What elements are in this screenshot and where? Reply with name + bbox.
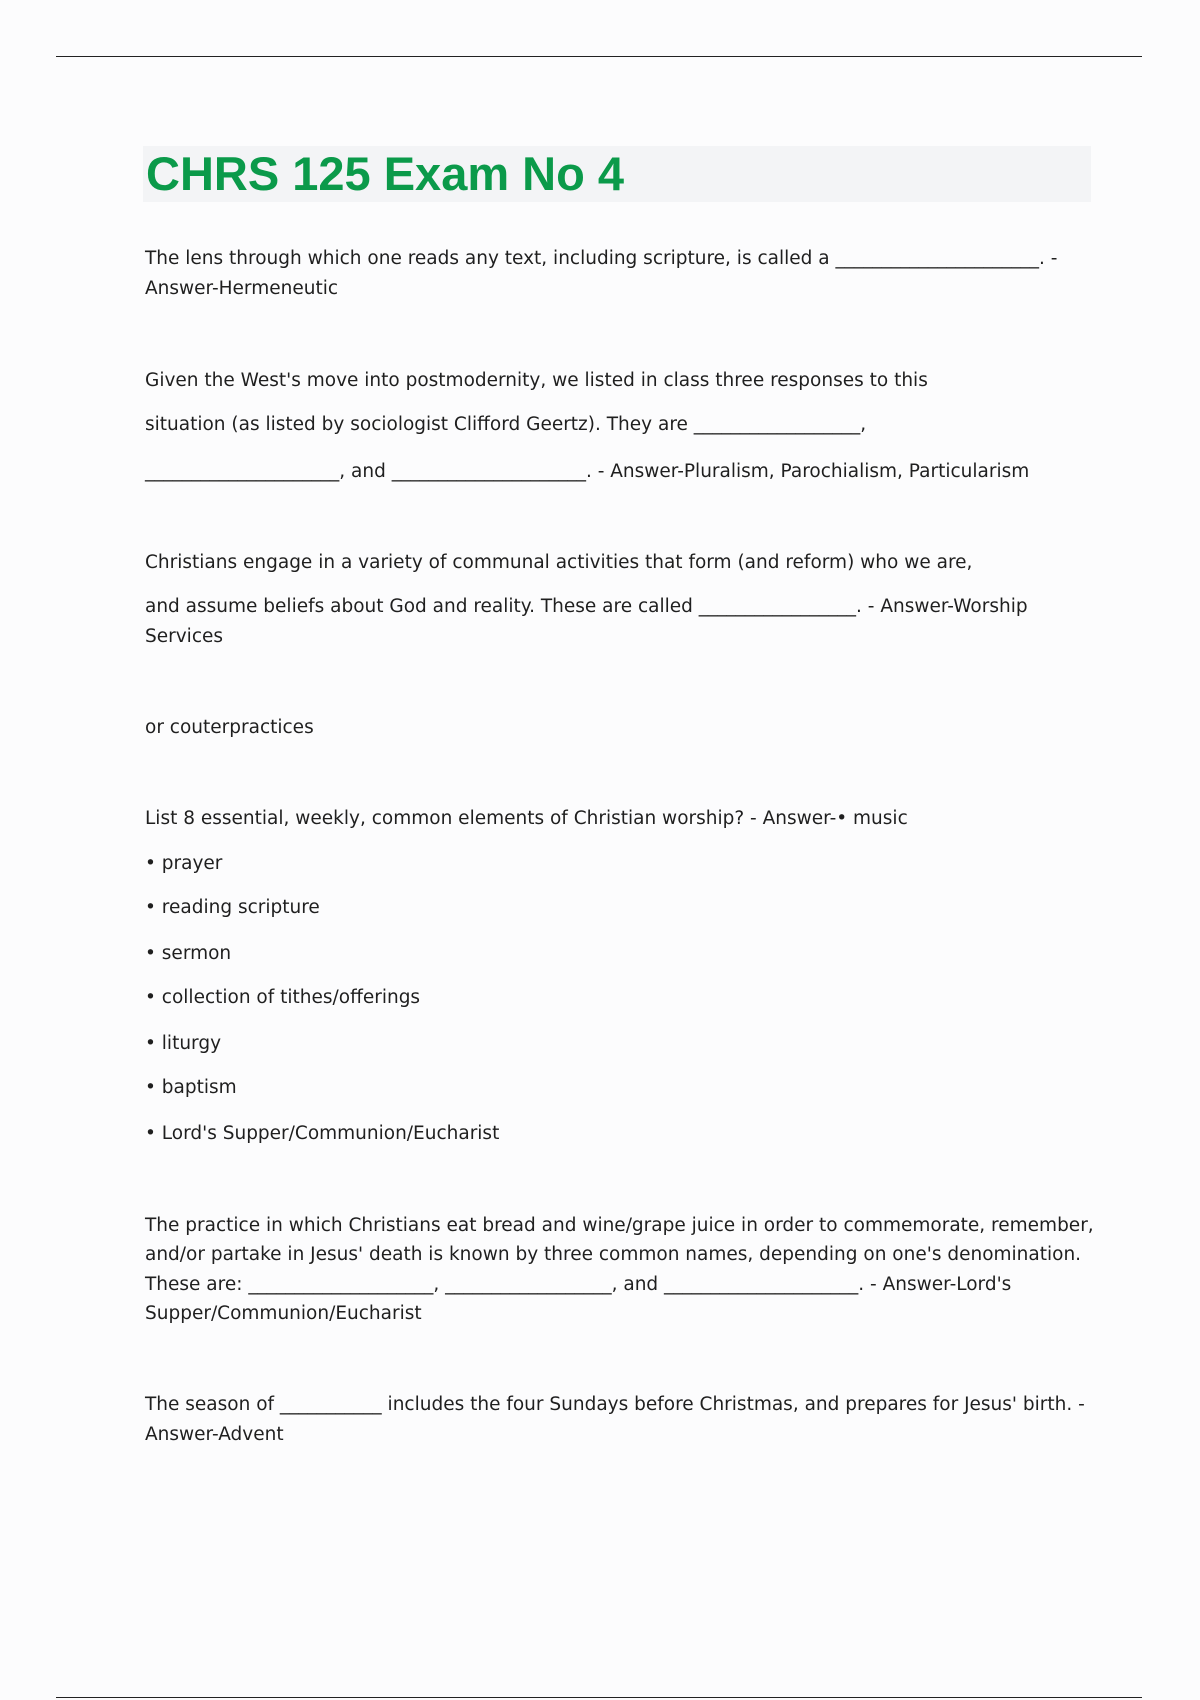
q3-line-4: or couterpractices bbox=[145, 717, 314, 738]
q1-line-2: Answer-Hermeneutic bbox=[145, 278, 339, 299]
q3-line-3: Services bbox=[145, 626, 224, 647]
page-top-rule bbox=[56, 56, 1142, 57]
q4-list-item: • sermon bbox=[145, 943, 232, 964]
q2-line-1: Given the West's move into postmodernity, we listed in class three responses to this bbox=[145, 370, 928, 391]
q4-list-item: • reading scripture bbox=[145, 897, 320, 918]
q2-line-3: _____________________, and _____________________. - Answer-Pluralism, Parochialism, Particularism bbox=[145, 461, 1030, 482]
q3-line-1: Christians engage in a variety of communal activities that form (and reform) who we are, bbox=[145, 552, 973, 573]
q2-line-2: situation (as listed by sociologist Clifford Geertz). They are __________________, bbox=[145, 414, 867, 435]
q6-line-2: Answer-Advent bbox=[145, 1424, 284, 1445]
q4-list-item: • collection of tithes/offerings bbox=[145, 987, 421, 1008]
page-bottom-rule bbox=[56, 1697, 1142, 1698]
q4-list-item: • Lord's Supper/Communion/Eucharist bbox=[145, 1123, 500, 1144]
q4-list-item: • liturgy bbox=[145, 1033, 222, 1054]
q5-line-4: Supper/Communion/Eucharist bbox=[145, 1303, 422, 1324]
q4-line-1: List 8 essential, weekly, common elements of Christian worship? - Answer-• music bbox=[145, 808, 908, 829]
q5-line-2: and/or partake in Jesus' death is known by three common names, depending on one's denomination. bbox=[145, 1244, 1082, 1265]
q1-line-1: The lens through which one reads any text, including scripture, is called a ______________________. - bbox=[145, 248, 1058, 269]
q6-line-1: The season of ___________ includes the four Sundays before Christmas, and prepares for Jesus' birth. - bbox=[145, 1394, 1085, 1415]
q5-line-1: The practice in which Christians eat bread and wine/grape juice in order to commemorate, remember, bbox=[145, 1215, 1094, 1236]
q3-line-2: and assume beliefs about God and reality. These are called _________________. - Answer-Worship bbox=[145, 596, 1028, 617]
q4-list-item: • prayer bbox=[145, 853, 223, 874]
q4-list-item: • baptism bbox=[145, 1077, 237, 1098]
document-title: CHRS 125 Exam No 4 bbox=[146, 147, 625, 200]
q5-line-3: These are: ____________________, __________________, and _____________________. - Answer-Lord's bbox=[145, 1274, 1012, 1295]
